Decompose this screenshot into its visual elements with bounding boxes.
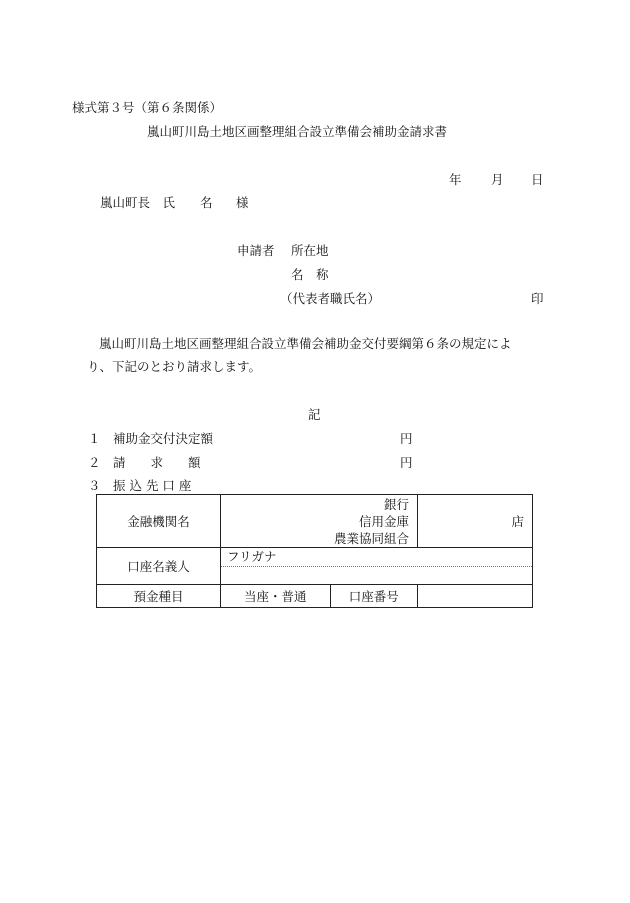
deposit-type-options[interactable]: 当座・普通 [221, 585, 331, 608]
applicant-address-label: 所在地 [291, 243, 329, 258]
addressee-name: 嵐山町長 氏 名 [100, 195, 213, 210]
form-number: 様式第３号（第６条関係） [72, 100, 223, 115]
item-1-number: １ [88, 431, 101, 446]
holder-name-field[interactable] [221, 567, 532, 584]
bank-type-bank: 銀行 [383, 496, 409, 512]
bank-row [97, 495, 533, 548]
item-2-label: 請 求 額 [113, 455, 201, 470]
applicant-label: 申請者 [237, 243, 275, 258]
bank-type-ja: 農業協同組合 [333, 530, 409, 546]
bank-type-cell[interactable] [221, 495, 418, 548]
deposit-type-label: 預金種目 [97, 585, 221, 608]
branch-suffix: 店 [511, 514, 524, 529]
holder-row [97, 548, 533, 585]
bank-type-shinkin: 信用金庫 [358, 513, 409, 529]
item-1-unit: 円 [400, 431, 413, 446]
applicant-rep-label: （代表者職氏名） [280, 291, 381, 306]
date-month: 月 [491, 172, 504, 187]
bank-label: 金融機関名 [97, 495, 221, 548]
holder-label: 口座名義人 [97, 548, 221, 585]
branch-cell[interactable] [418, 495, 533, 548]
holder-cell[interactable] [221, 548, 533, 585]
item-2-unit: 円 [400, 455, 413, 470]
deposit-row [97, 585, 533, 608]
bank-account-table [96, 494, 533, 608]
body-text-line2: り、下記のとおり請求します。 [87, 359, 262, 374]
ki-heading: 記 [308, 407, 321, 422]
account-number-label: 口座番号 [330, 585, 417, 608]
furigana-label: フリガナ [221, 548, 532, 567]
date-year: 年 [449, 172, 462, 187]
seal-mark: 印 [531, 291, 544, 306]
item-3-label: 振 込 先 口 座 [113, 478, 192, 493]
document-title: 嵐山町川島土地区画整理組合設立準備会補助金請求書 [147, 124, 448, 139]
applicant-name-label: 名 称 [291, 267, 329, 282]
item-3-number: ３ [88, 478, 101, 493]
item-1-label: 補助金交付決定額 [113, 431, 214, 446]
date-day: 日 [531, 172, 544, 187]
item-2-number: ２ [88, 455, 101, 470]
account-number-field[interactable] [418, 585, 533, 608]
addressee-honorific: 様 [236, 195, 249, 210]
body-text-line1: 嵐山町川島土地区画整理組合設立準備会補助金交付要綱第６条の規定によ [99, 336, 512, 351]
